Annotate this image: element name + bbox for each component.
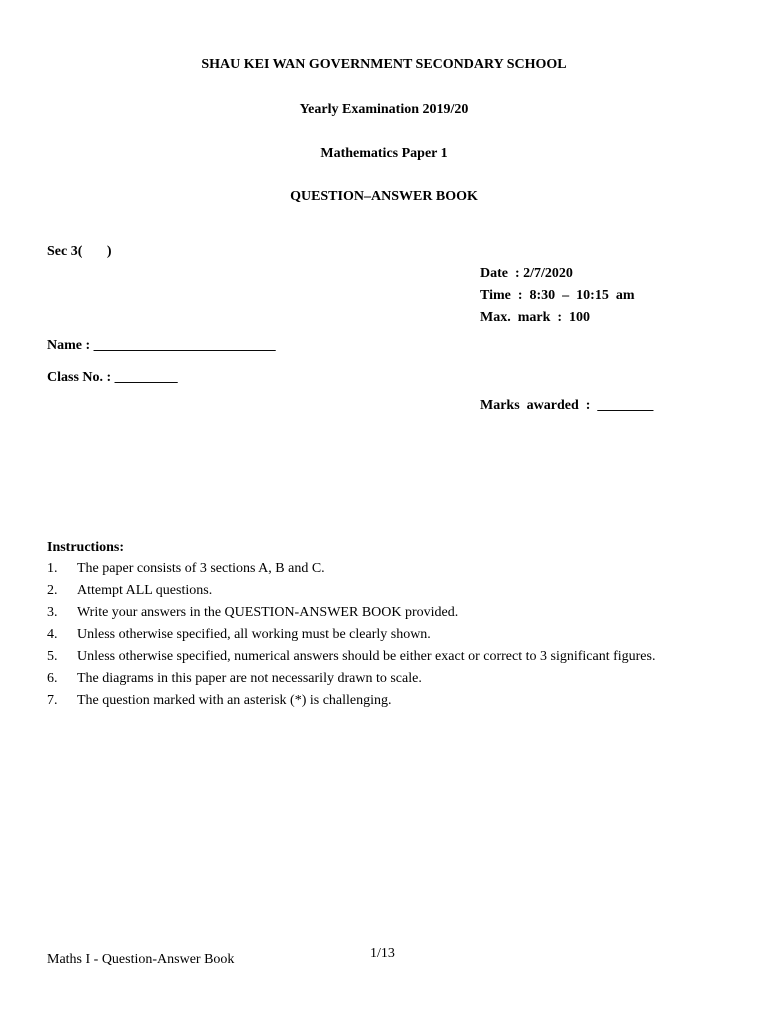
max-mark: Max. mark : 100 xyxy=(480,310,591,325)
instruction-item xyxy=(0,693,768,713)
instructions-heading: Instructions: xyxy=(47,540,125,555)
exam-time: Time : 8:30 – 10:15 am xyxy=(480,288,635,303)
instruction-text: Unless otherwise specified, numerical answers should be either exact or correct to 3 significant figures. xyxy=(77,649,656,664)
instruction-item xyxy=(0,583,768,603)
instruction-item xyxy=(0,627,768,647)
instruction-text: The diagrams in this paper are not necessarily drawn to scale. xyxy=(77,671,422,686)
instruction-text: The question marked with an asterisk (*) is challenging. xyxy=(77,693,392,708)
instruction-number: 3. xyxy=(47,605,58,620)
instruction-item xyxy=(0,605,768,625)
instruction-number: 5. xyxy=(47,649,58,664)
instruction-item xyxy=(0,561,768,581)
book-title: QUESTION–ANSWER BOOK xyxy=(290,189,478,204)
instruction-number: 4. xyxy=(47,627,58,642)
instruction-text: Write your answers in the QUESTION-ANSWER BOOK provided. xyxy=(77,605,459,620)
class-no-field: Class No. : _________ xyxy=(47,370,178,385)
exam-title: Yearly Examination 2019/20 xyxy=(299,102,469,117)
exam-date: Date : 2/7/2020 xyxy=(480,266,573,281)
sec-field: Sec 3( ) xyxy=(47,244,112,259)
name-field: Name : __________________________ xyxy=(47,338,276,353)
school-name: SHAU KEI WAN GOVERNMENT SECONDARY SCHOOL xyxy=(201,57,567,72)
instruction-number: 2. xyxy=(47,583,58,598)
marks-awarded-field: Marks awarded : ________ xyxy=(480,398,654,413)
paper-title: Mathematics Paper 1 xyxy=(320,146,448,161)
instruction-text: The paper consists of 3 sections A, B and C. xyxy=(77,561,325,576)
page-number: 1/13 xyxy=(370,946,395,961)
instruction-number: 1. xyxy=(47,561,58,576)
instruction-text: Attempt ALL questions. xyxy=(77,583,213,598)
instruction-number: 7. xyxy=(47,693,58,708)
instruction-text: Unless otherwise specified, all working must be clearly shown. xyxy=(77,627,431,642)
instruction-number: 6. xyxy=(47,671,58,686)
instruction-item xyxy=(0,671,768,691)
instruction-item xyxy=(0,649,768,669)
footer-label: Maths I - Question-Answer Book xyxy=(47,952,235,967)
